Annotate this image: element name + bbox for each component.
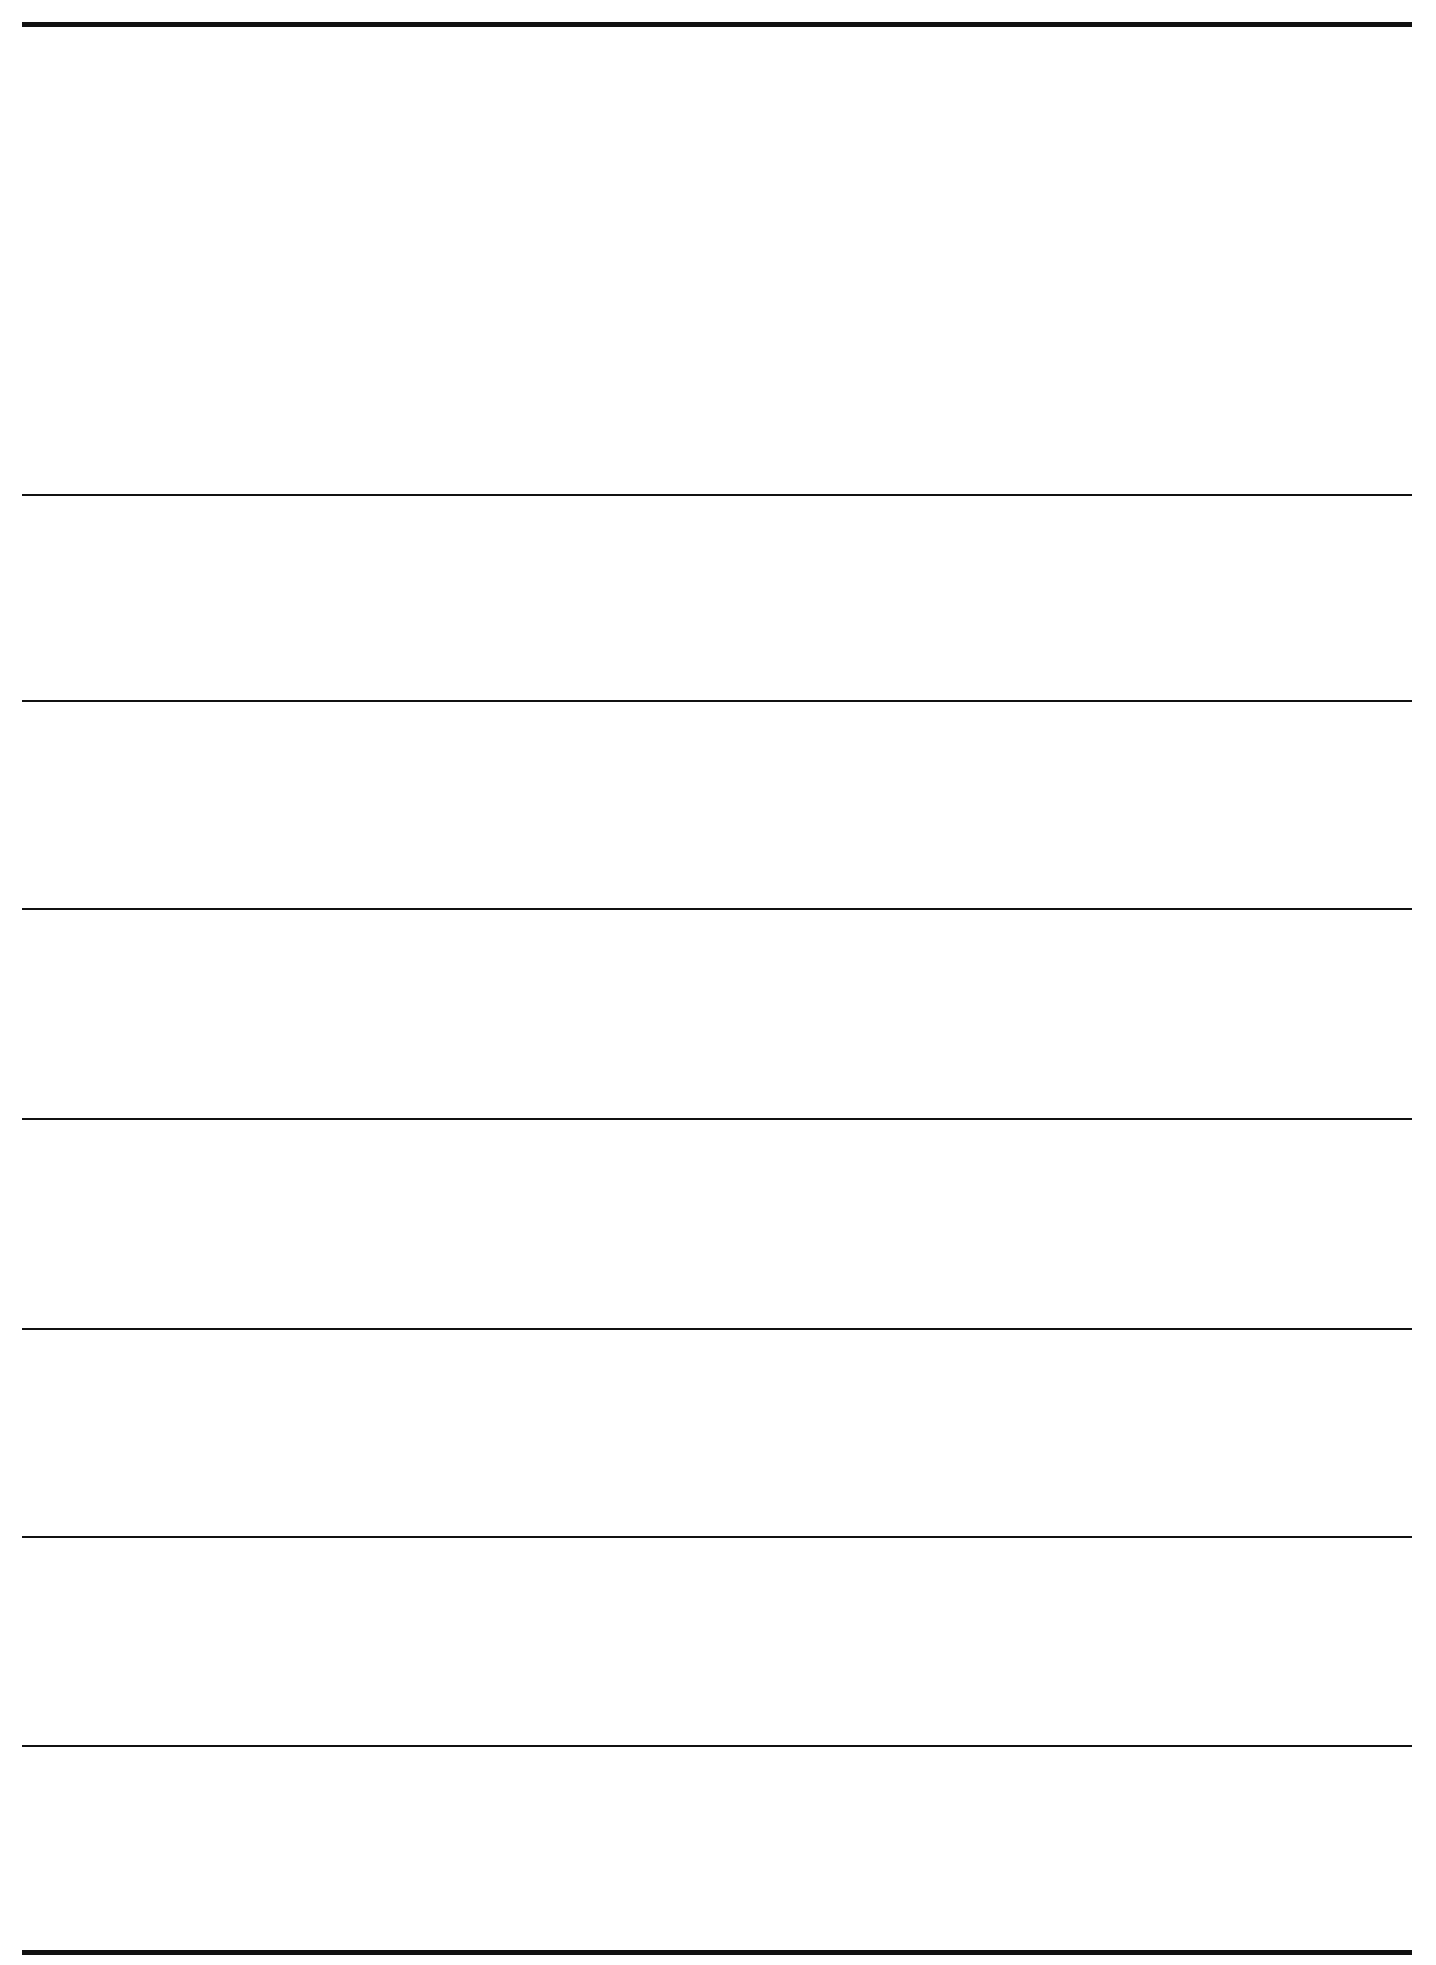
employer-obligation-block bbox=[22, 910, 1412, 1116]
proposal-block-wu-pei-yi bbox=[22, 1120, 1412, 1326]
block-separator-1 bbox=[22, 494, 1412, 496]
block-separator-3 bbox=[22, 1745, 1412, 1747]
column-row-rule-4 bbox=[22, 1536, 1412, 1538]
top-text-block bbox=[22, 27, 1412, 492]
proposal-block-lin-shu-fen bbox=[22, 1330, 1412, 1534]
bottom-rule bbox=[22, 1950, 1412, 1955]
proposal-block-xu-fu-gui bbox=[22, 702, 1412, 906]
